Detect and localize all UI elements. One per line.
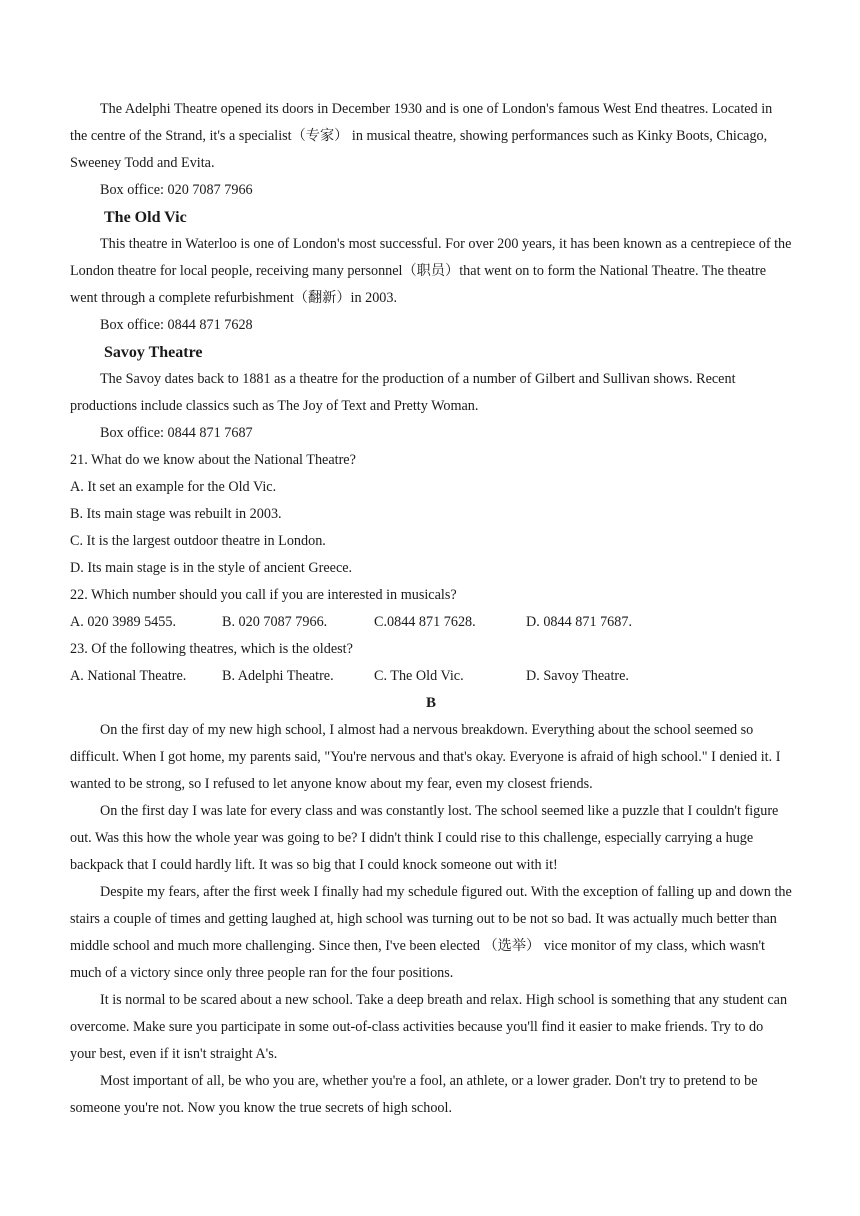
old-vic-paragraph: This theatre in Waterloo is one of London's most successful. For over 200 years, it has been known as a centrepiece of the London theatre for local people, receiving many personnel（职员）that went on to form the National Theatre. The theatre went through a complete refurbishment（翻新）in 2003. [70,236,792,306]
savoy-heading: Savoy Theatre [104,344,203,361]
question-21-option-b: B. Its main stage was rebuilt in 2003. [70,506,282,522]
passage-b-paragraph-1: On the first day of my new high school, I almost had a nervous breakdown. Everything about the school seemed so difficult. When I got home, my parents said, "You're nervous and that's okay. Everyone is afraid of high school." I denied it. I wanted to be strong, so I refused to let anyone know about my fear, even my closest friends. [70,722,781,792]
passage-b-paragraph-3: Despite my fears, after the first week I finally had my schedule figured out. With the exception of falling up and down the stairs a couple of times and getting laughed at, high school was turning out to be not so bad. It was actually much better than middle school and much more challenging. Since then, I've been elected （选举） vice monitor of my class, which wasn't much of a victory since only three people ran for the four positions. [70,884,792,981]
savoy-box-office: Box office: 0844 871 7687 [100,425,253,441]
question-21-stem: 21. What do we know about the National Theatre? [70,452,356,468]
question-23-stem: 23. Of the following theatres, which is the oldest? [70,641,353,657]
passage-b-paragraph-2: On the first day I was late for every class and was constantly lost. The school seemed like a puzzle that I couldn't figure out. Was this how the whole year was going to be? I didn't think I could rise to this challenge, especially carrying a huge backpack that I could hardly lift. It was so big that I could knock someone out with it! [70,803,779,873]
question-22-options [70,609,792,636]
question-22-stem: 22. Which number should you call if you are interested in musicals? [70,587,457,603]
question-22-option-b: B. 020 7087 7966. [222,614,328,630]
question-22-option-d: D. 0844 871 7687. [526,614,633,630]
question-21-option-a: A. It set an example for the Old Vic. [70,479,277,495]
question-23-option-a: A. National Theatre. [70,668,187,684]
question-22-option-c: C.0844 871 7628. [374,614,476,630]
old-vic-box-office: Box office: 0844 871 7628 [100,317,253,333]
passage-b-paragraph-5: Most important of all, be who you are, whether you're a fool, an athlete, or a lower grader. Don't try to pretend to be someone you're not. Now you know the true secrets of high school. [70,1073,758,1116]
question-22-option-a: A. 020 3989 5455. [70,614,177,630]
old-vic-heading: The Old Vic [104,209,187,226]
section-b-label: B [425,695,436,711]
savoy-paragraph: The Savoy dates back to 1881 as a theatre for the production of a number of Gilbert and Sullivan shows. Recent productions include classics such as The Joy of Text and Pretty Woman. [70,371,736,414]
question-23-options [70,663,792,690]
question-21-option-c: C. It is the largest outdoor theatre in London. [70,533,326,549]
passage-b-paragraph-4: It is normal to be scared about a new school. Take a deep breath and relax. High school is something that any student can overcome. Make sure you participate in some out-of-class activities because you'll find it easier to make friends. Try to do your best, even if it isn't straight A's. [70,992,788,1062]
question-23-option-d: D. Savoy Theatre. [526,668,629,684]
question-23-option-b: B. Adelphi Theatre. [222,668,334,684]
adelphi-paragraph: The Adelphi Theatre opened its doors in December 1930 and is one of London's famous West End theatres. Located in the centre of the Strand, it's a specialist（专家） in musical theatre, showing performances such as Kinky Boots, Chicago, Sweeney Todd and Evita. [70,101,773,171]
question-23-option-c: C. The Old Vic. [374,668,464,684]
document-page [70,96,792,1122]
question-21-option-d: D. Its main stage is in the style of ancient Greece. [70,560,353,576]
adelphi-box-office: Box office: 020 7087 7966 [100,182,253,198]
